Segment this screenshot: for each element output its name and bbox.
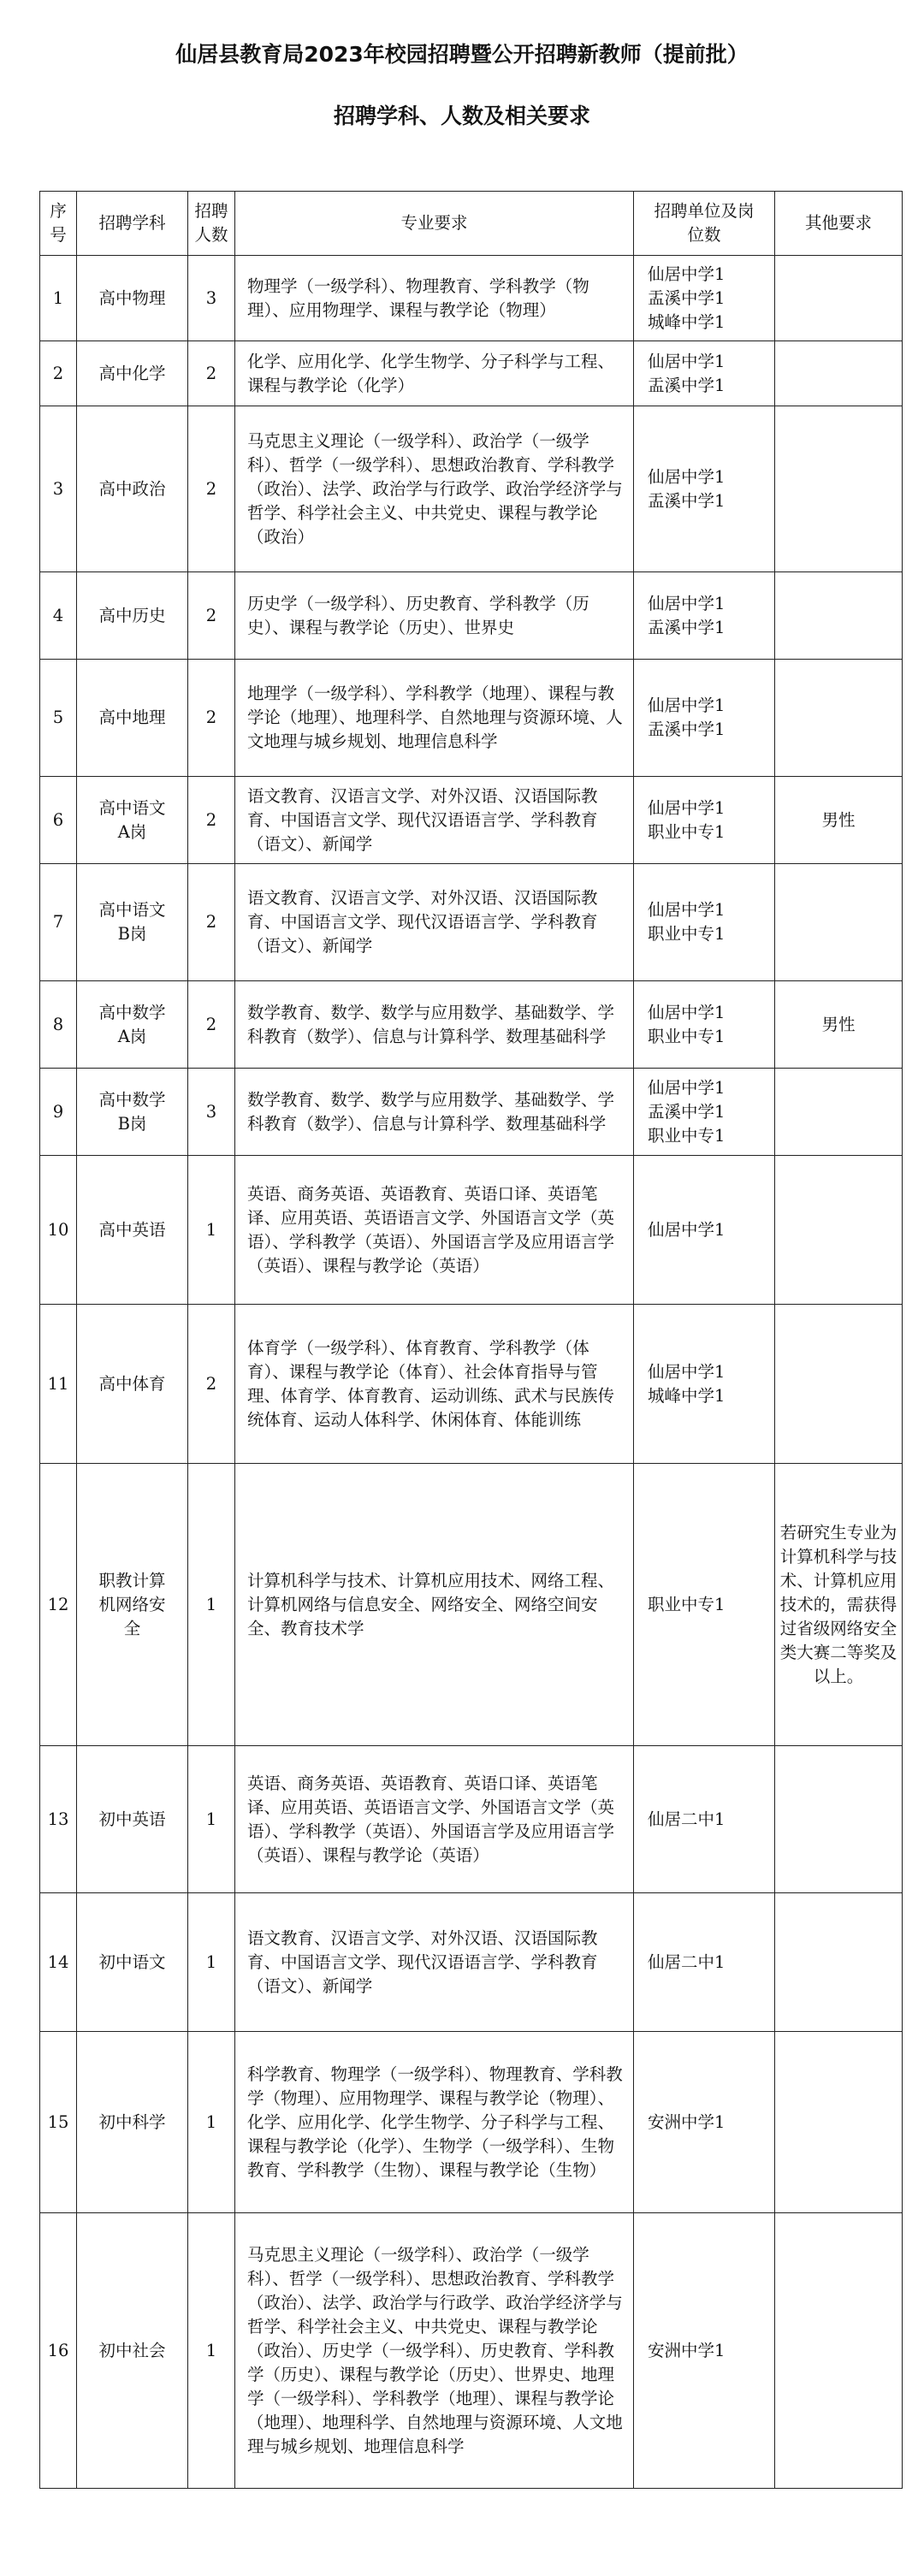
cell-count: 2 bbox=[188, 341, 235, 406]
table-row bbox=[40, 256, 903, 341]
cell-seq: 6 bbox=[40, 777, 77, 864]
cell-other bbox=[775, 2032, 903, 2213]
cell-seq: 1 bbox=[40, 256, 77, 341]
cell-subject: 初中英语 bbox=[77, 1746, 188, 1893]
cell-other bbox=[775, 1305, 903, 1464]
cell-seq: 16 bbox=[40, 2213, 77, 2489]
cell-count: 1 bbox=[188, 2213, 235, 2489]
document-subtitle: 招聘学科、人数及相关要求 bbox=[333, 104, 590, 128]
cell-major: 数学教育、数学、数学与应用数学、基础数学、学科教育（数学）、信息与计算科学、数理基础科学 bbox=[235, 981, 634, 1069]
cell-count: 2 bbox=[188, 777, 235, 864]
cell-major: 化学、应用化学、化学生物学、分子科学与工程、课程与教学论（化学） bbox=[235, 341, 634, 406]
table-row bbox=[40, 2213, 903, 2489]
cell-major: 语文教育、汉语言文学、对外汉语、汉语国际教育、中国语言文学、现代汉语语言学、学科教育（语文）、新闻学 bbox=[235, 864, 634, 981]
cell-unit: 仙居中学1 城峰中学1 bbox=[634, 1305, 775, 1464]
table-row bbox=[40, 1464, 903, 1746]
recruitment-table bbox=[39, 191, 903, 2489]
cell-count: 1 bbox=[188, 1156, 235, 1305]
cell-seq: 15 bbox=[40, 2032, 77, 2213]
cell-count: 3 bbox=[188, 1069, 235, 1156]
cell-seq: 14 bbox=[40, 1893, 77, 2032]
cell-other bbox=[775, 406, 903, 572]
header-subject: 招聘学科 bbox=[77, 192, 188, 256]
cell-unit: 仙居中学1 职业中专1 bbox=[634, 981, 775, 1069]
cell-unit: 仙居中学1 职业中专1 bbox=[634, 864, 775, 981]
table-row bbox=[40, 1069, 903, 1156]
cell-other bbox=[775, 660, 903, 777]
cell-subject: 高中数学 B岗 bbox=[77, 1069, 188, 1156]
cell-major: 计算机科学与技术、计算机应用技术、网络工程、计算机网络与信息安全、网络安全、网络空间安全、教育技术学 bbox=[235, 1464, 634, 1746]
table-row bbox=[40, 341, 903, 406]
cell-count: 2 bbox=[188, 864, 235, 981]
cell-unit: 安洲中学1 bbox=[634, 2032, 775, 2213]
cell-count: 1 bbox=[188, 1746, 235, 1893]
header-count: 招聘人数 bbox=[188, 192, 235, 256]
document-title: 仙居县教育局2023年校园招聘暨公开招聘新教师（提前批） bbox=[175, 42, 749, 67]
table-row bbox=[40, 981, 903, 1069]
cell-major: 马克思主义理论（一级学科）、政治学（一级学科）、哲学（一级学科）、思想政治教育、学科教学（政治）、法学、政治学与行政学、政治学经济学与哲学、科学社会主义、中共党史、课程与教学论（政治）、历史学（一级学科）、历史教育、学科教学（历史）、课程与教学论（历史）、世界史、地理学（一级学科）、学科教学（地理）、课程与教学论（地理）、地理科学、自然地理与资源环境、人文地理与城乡规划、地理信息科学 bbox=[235, 2213, 634, 2489]
cell-subject: 初中语文 bbox=[77, 1893, 188, 2032]
cell-count: 3 bbox=[188, 256, 235, 341]
table-row bbox=[40, 572, 903, 660]
cell-other bbox=[775, 256, 903, 341]
cell-count: 2 bbox=[188, 660, 235, 777]
cell-seq: 10 bbox=[40, 1156, 77, 1305]
cell-unit: 安洲中学1 bbox=[634, 2213, 775, 2489]
table-row bbox=[40, 2032, 903, 2213]
cell-subject: 初中科学 bbox=[77, 2032, 188, 2213]
header-seq: 序号 bbox=[40, 192, 77, 256]
header-other: 其他要求 bbox=[775, 192, 903, 256]
cell-seq: 7 bbox=[40, 864, 77, 981]
cell-seq: 5 bbox=[40, 660, 77, 777]
table-header-row bbox=[40, 192, 903, 256]
cell-count: 2 bbox=[188, 981, 235, 1069]
cell-other bbox=[775, 2213, 903, 2489]
cell-major: 科学教育、物理学（一级学科）、物理教育、学科教学（物理）、应用物理学、课程与教学论（物理）、化学、应用化学、化学生物学、分子科学与工程、课程与教学论（化学）、生物学（一级学科）、生物教育、学科教学（生物）、课程与教学论（生物） bbox=[235, 2032, 634, 2213]
header-unit: 招聘单位及岗位数 bbox=[634, 192, 775, 256]
cell-count: 1 bbox=[188, 1893, 235, 2032]
cell-seq: 11 bbox=[40, 1305, 77, 1464]
cell-major: 历史学（一级学科）、历史教育、学科教学（历史）、课程与教学论（历史）、世界史 bbox=[235, 572, 634, 660]
cell-count: 1 bbox=[188, 2032, 235, 2213]
table-row bbox=[40, 1305, 903, 1464]
cell-count: 2 bbox=[188, 1305, 235, 1464]
cell-seq: 13 bbox=[40, 1746, 77, 1893]
cell-seq: 8 bbox=[40, 981, 77, 1069]
cell-major: 地理学（一级学科）、学科教学（地理）、课程与教学论（地理）、地理科学、自然地理与资源环境、人文地理与城乡规划、地理信息科学 bbox=[235, 660, 634, 777]
cell-major: 英语、商务英语、英语教育、英语口译、英语笔译、应用英语、英语语言文学、外国语言文学（英语）、学科教学（英语）、外国语言学及应用语言学（英语）、课程与教学论（英语） bbox=[235, 1746, 634, 1893]
cell-major: 物理学（一级学科）、物理教育、学科教学（物理）、应用物理学、课程与教学论（物理） bbox=[235, 256, 634, 341]
cell-other: 若研究生专业为计算机科学与技术、计算机应用技术的，需获得过省级网络安全类大赛二等奖及以上。 bbox=[775, 1464, 903, 1746]
cell-major: 英语、商务英语、英语教育、英语口译、英语笔译、应用英语、英语语言文学、外国语言文学（英语）、学科教学（英语）、外国语言学及应用语言学（英语）、课程与教学论（英语） bbox=[235, 1156, 634, 1305]
table-row bbox=[40, 1156, 903, 1305]
cell-count: 2 bbox=[188, 572, 235, 660]
cell-other bbox=[775, 1069, 903, 1156]
cell-subject: 职教计算 机网络安 全 bbox=[77, 1464, 188, 1746]
cell-unit: 仙居中学1 盂溪中学1 职业中专1 bbox=[634, 1069, 775, 1156]
table-row bbox=[40, 1893, 903, 2032]
cell-other: 男性 bbox=[775, 981, 903, 1069]
cell-subject: 高中历史 bbox=[77, 572, 188, 660]
cell-seq: 4 bbox=[40, 572, 77, 660]
cell-unit: 仙居中学1 盂溪中学1 bbox=[634, 660, 775, 777]
cell-subject: 高中物理 bbox=[77, 256, 188, 341]
cell-major: 语文教育、汉语言文学、对外汉语、汉语国际教育、中国语言文学、现代汉语语言学、学科教育（语文）、新闻学 bbox=[235, 1893, 634, 2032]
cell-unit: 仙居中学1 职业中专1 bbox=[634, 777, 775, 864]
cell-seq: 9 bbox=[40, 1069, 77, 1156]
cell-subject: 高中语文 A岗 bbox=[77, 777, 188, 864]
cell-unit: 仙居中学1 盂溪中学1 bbox=[634, 406, 775, 572]
cell-seq: 3 bbox=[40, 406, 77, 572]
cell-subject: 初中社会 bbox=[77, 2213, 188, 2489]
header-major: 专业要求 bbox=[235, 192, 634, 256]
table-row bbox=[40, 406, 903, 572]
cell-major: 语文教育、汉语言文学、对外汉语、汉语国际教育、中国语言文学、现代汉语语言学、学科教育（语文）、新闻学 bbox=[235, 777, 634, 864]
cell-seq: 12 bbox=[40, 1464, 77, 1746]
cell-other bbox=[775, 572, 903, 660]
cell-unit: 仙居中学1 bbox=[634, 1156, 775, 1305]
cell-unit: 职业中专1 bbox=[634, 1464, 775, 1746]
table-row bbox=[40, 1746, 903, 1893]
cell-unit: 仙居中学1 盂溪中学1 城峰中学1 bbox=[634, 256, 775, 341]
cell-other bbox=[775, 1893, 903, 2032]
cell-subject: 高中数学 A岗 bbox=[77, 981, 188, 1069]
cell-subject: 高中英语 bbox=[77, 1156, 188, 1305]
cell-unit: 仙居中学1 盂溪中学1 bbox=[634, 341, 775, 406]
table-row bbox=[40, 777, 903, 864]
cell-seq: 2 bbox=[40, 341, 77, 406]
cell-other bbox=[775, 1156, 903, 1305]
cell-subject: 高中语文 B岗 bbox=[77, 864, 188, 981]
cell-count: 1 bbox=[188, 1464, 235, 1746]
cell-other bbox=[775, 341, 903, 406]
table-row bbox=[40, 864, 903, 981]
cell-other bbox=[775, 1746, 903, 1893]
cell-unit: 仙居中学1 盂溪中学1 bbox=[634, 572, 775, 660]
cell-subject: 高中地理 bbox=[77, 660, 188, 777]
cell-unit: 仙居二中1 bbox=[634, 1893, 775, 2032]
cell-other: 男性 bbox=[775, 777, 903, 864]
cell-major: 数学教育、数学、数学与应用数学、基础数学、学科教育（数学）、信息与计算科学、数理基础科学 bbox=[235, 1069, 634, 1156]
cell-unit: 仙居二中1 bbox=[634, 1746, 775, 1893]
cell-major: 马克思主义理论（一级学科）、政治学（一级学科）、哲学（一级学科）、思想政治教育、学科教学（政治）、法学、政治学与行政学、政治学经济学与哲学、科学社会主义、中共党史、课程与教学论（政治） bbox=[235, 406, 634, 572]
cell-major: 体育学（一级学科）、体育教育、学科教学（体育）、课程与教学论（体育）、社会体育指导与管理、体育学、体育教育、运动训练、武术与民族传统体育、运动人体科学、休闲体育、体能训练 bbox=[235, 1305, 634, 1464]
cell-other bbox=[775, 864, 903, 981]
table-row bbox=[40, 660, 903, 777]
cell-subject: 高中政治 bbox=[77, 406, 188, 572]
cell-subject: 高中化学 bbox=[77, 341, 188, 406]
cell-count: 2 bbox=[188, 406, 235, 572]
cell-subject: 高中体育 bbox=[77, 1305, 188, 1464]
